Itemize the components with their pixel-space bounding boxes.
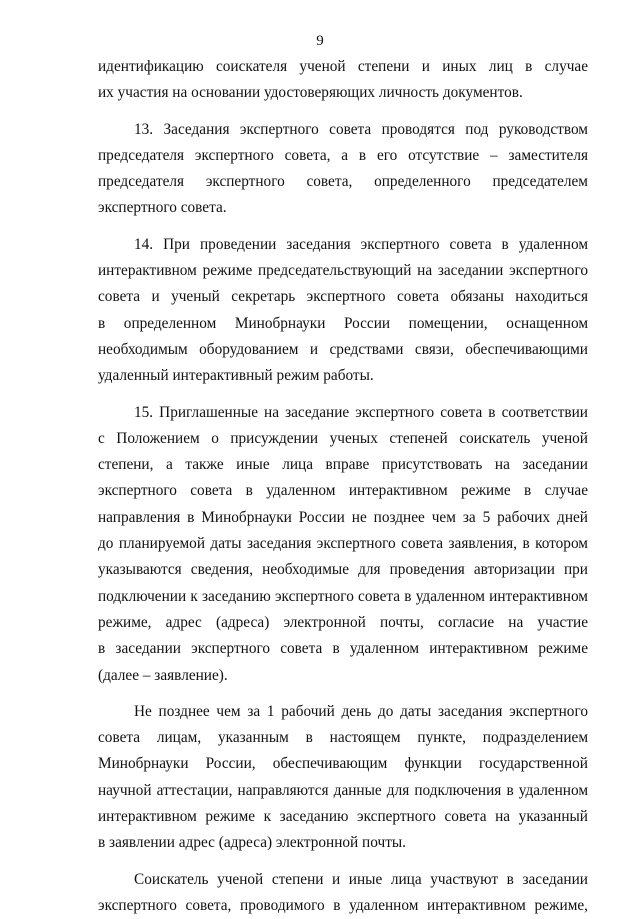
paragraph-gap [98,857,588,867]
text-line: режиме, адрес (адреса) электронной почты, согласие на участие [98,613,588,631]
text-line: необходимым оборудованием и средствами связи, обеспечивающими [98,340,588,358]
text-line: научной аттестации, направляются данные для подключения в удаленном [98,781,588,799]
text-line: подключении к заседанию экспертного совета в удаленном интерактивном [98,587,588,605]
text-line: интерактивном режиме председательствующий на заседании экспертного [98,262,588,280]
document-body [98,54,588,919]
text-line: экспертного совета. [98,199,227,217]
text-line: Соискатель ученой степени и иные лица участвуют в заседании [134,870,588,888]
text-line: экспертного совета, проводимого в удаленном интерактивном режиме, [98,896,588,914]
text-line: до планируемой даты заседания экспертного совета заявления, в котором [98,535,588,553]
text-line: 14. При проведении заседания экспертного совета в удаленном [134,235,588,253]
text-line: совета лицам, указанным в настоящем пункте, подразделением [98,729,588,747]
text-line: их участия на основании удостоверяющих личность документов. [98,84,523,102]
paragraph-gap [98,107,588,117]
page-number: 9 [316,33,324,49]
text-line: с Положением о присуждении ученых степеней соискатель ученой [98,429,588,447]
text-line: направления в Минобрнауки России не позднее чем за 5 рабочих дней [98,508,588,526]
text-line: Минобрнауки России, обеспечивающим функции государственной [98,755,588,773]
text-line: (далее – заявление). [98,666,228,684]
paragraph-p-continuation [98,54,588,107]
paragraph-gap [98,222,588,232]
paragraph-gap [98,390,588,400]
text-line: в заявлении адрес (адреса) электронной почты. [98,834,406,852]
paragraph-p-15 [98,400,588,689]
paragraph-p-participation [98,867,588,919]
text-line: степени, а также иные лица вправе присутствовать на заседании [98,456,588,474]
text-line: Не позднее чем за 1 рабочий день до даты заседания экспертного [134,702,588,720]
paragraph-p-13 [98,117,588,222]
text-line: интерактивном режиме к заседанию экспертного совета на указанный [98,808,588,826]
text-line: председателя экспертного совета, а в его отсутствие – заместителя [98,146,588,164]
text-line: 13. Заседания экспертного совета проводятся под руководством [134,120,588,138]
text-line: в определенном Минобрнауки России помещении, оснащенном [98,314,588,332]
text-line: удаленный интерактивный режим работы. [98,367,374,385]
text-line: совета и ученый секретарь экспертного совета обязаны находиться [98,288,588,306]
paragraph-p-notice [98,699,588,857]
text-line: идентификацию соискателя ученой степени и иных лиц в случае [98,58,588,75]
text-line: в заседании экспертного совета в удаленном интерактивном режиме [98,640,588,658]
paragraph-gap [98,689,588,699]
text-line: указываются сведения, необходимые для проведения авторизации при [98,561,588,579]
text-line: 15. Приглашенные на заседание экспертного совета в соответствии [134,403,588,421]
paragraph-p-14 [98,232,588,390]
text-line: председателя экспертного совета, определенного председателем [98,173,588,191]
text-line: экспертного совета в удаленном интерактивном режиме в случае [98,482,588,500]
